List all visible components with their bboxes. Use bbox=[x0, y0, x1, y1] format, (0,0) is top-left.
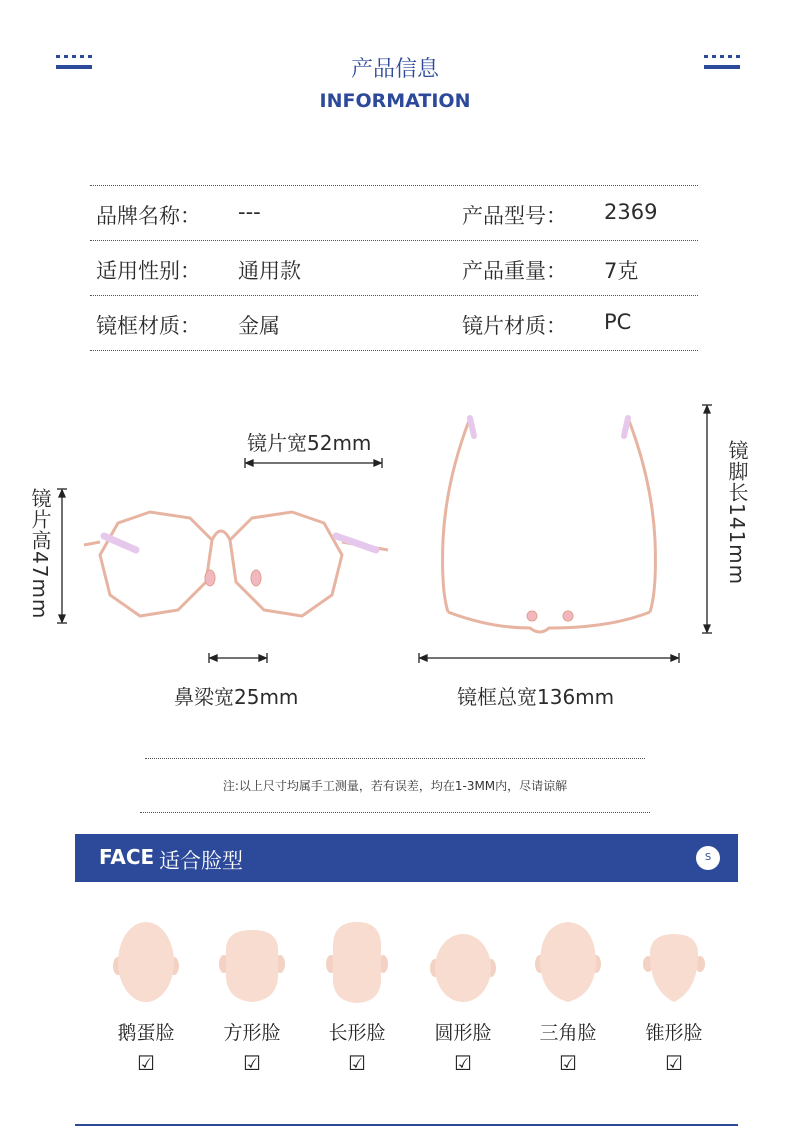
top-view-nose-pads bbox=[527, 611, 573, 621]
frame-width-arrow bbox=[419, 653, 679, 663]
face-title-cn: 适合脸型 bbox=[159, 849, 243, 873]
checkbox-checked-icon: ☑ bbox=[559, 1051, 577, 1075]
checkbox-checked-icon: ☑ bbox=[454, 1051, 472, 1075]
face-shape-triangle bbox=[528, 920, 608, 1075]
oval-face-icon bbox=[112, 920, 180, 1004]
spec-divider bbox=[90, 240, 698, 241]
round-face-icon bbox=[429, 920, 497, 1004]
nose-pads bbox=[205, 570, 261, 586]
face-title-en: FACE bbox=[99, 845, 155, 869]
checkbox-checked-icon: ☑ bbox=[348, 1051, 366, 1075]
note-divider-bottom bbox=[140, 812, 650, 813]
temple-length-label: 镜脚长141mm bbox=[725, 440, 749, 586]
spec-divider bbox=[90, 185, 698, 186]
spec-label-model: 产品型号： bbox=[462, 204, 567, 228]
spec-value-frame-material: 金属 bbox=[238, 314, 280, 338]
section-title-cn: 产品信息 bbox=[350, 57, 439, 82]
glasses-dimension-diagram bbox=[0, 390, 790, 720]
spec-label-frame-material: 镜框材质： bbox=[96, 314, 201, 338]
spec-label-weight: 产品重量： bbox=[462, 259, 567, 283]
note-divider-top bbox=[145, 758, 645, 759]
lens-height-arrow bbox=[57, 489, 67, 623]
face-shape-oval bbox=[106, 920, 186, 1075]
spec-value-model: 2369 bbox=[604, 200, 658, 224]
face-label-long: 长形脸 bbox=[328, 1022, 386, 1044]
cone-face-icon bbox=[640, 920, 708, 1004]
face-label-triangle: 三角脸 bbox=[539, 1022, 597, 1044]
checkbox-checked-icon: ☑ bbox=[137, 1051, 155, 1075]
checkbox-checked-icon: ☑ bbox=[243, 1051, 261, 1075]
spec-value-lens-material: PC bbox=[604, 310, 632, 334]
bridge-width-label: 鼻梁宽25mm bbox=[174, 685, 299, 709]
bridge-width-arrow bbox=[209, 653, 267, 663]
temple-length-arrow bbox=[702, 405, 712, 633]
top-view-glasses bbox=[443, 418, 656, 632]
face-label-oval: 鹅蛋脸 bbox=[117, 1022, 175, 1044]
face-shape-square bbox=[212, 920, 292, 1075]
section-title-en: INFORMATION bbox=[319, 90, 471, 112]
spec-value-brand: --- bbox=[238, 200, 261, 224]
face-label-cone: 锥形脸 bbox=[645, 1022, 703, 1044]
spec-label-brand: 品牌名称： bbox=[96, 204, 201, 228]
triangle-face-icon bbox=[534, 920, 602, 1004]
spec-value-gender: 通用款 bbox=[238, 259, 301, 283]
bottom-divider bbox=[75, 1124, 738, 1126]
long-face-icon bbox=[323, 920, 391, 1004]
face-shape-round bbox=[423, 920, 503, 1075]
lens-width-label: 镜片宽52mm bbox=[247, 431, 372, 455]
face-shape-long bbox=[317, 920, 397, 1075]
face-badge-icon: S bbox=[696, 846, 720, 870]
face-section-header bbox=[75, 834, 738, 882]
front-view-glasses bbox=[84, 512, 388, 616]
measurement-note: 注:以上尺寸均属手工测量，若有误差，均在1-3MM内，尽请谅解 bbox=[222, 779, 568, 793]
spec-divider bbox=[90, 295, 698, 296]
spec-divider bbox=[90, 350, 698, 351]
top-view-temple-tips bbox=[470, 418, 628, 436]
spec-label-gender: 适用性别： bbox=[96, 259, 201, 283]
frame-width-label: 镜框总宽136mm bbox=[457, 685, 615, 709]
face-shape-cone bbox=[634, 920, 714, 1075]
checkbox-checked-icon: ☑ bbox=[665, 1051, 683, 1075]
spec-label-lens-material: 镜片材质： bbox=[462, 314, 567, 338]
face-label-square: 方形脸 bbox=[223, 1022, 281, 1044]
square-face-icon bbox=[218, 920, 286, 1004]
spec-value-weight: 7克 bbox=[604, 259, 639, 283]
face-label-round: 圆形脸 bbox=[434, 1022, 492, 1044]
lens-height-label: 镜片高47mm bbox=[28, 488, 52, 620]
lens-width-arrow bbox=[245, 458, 382, 468]
